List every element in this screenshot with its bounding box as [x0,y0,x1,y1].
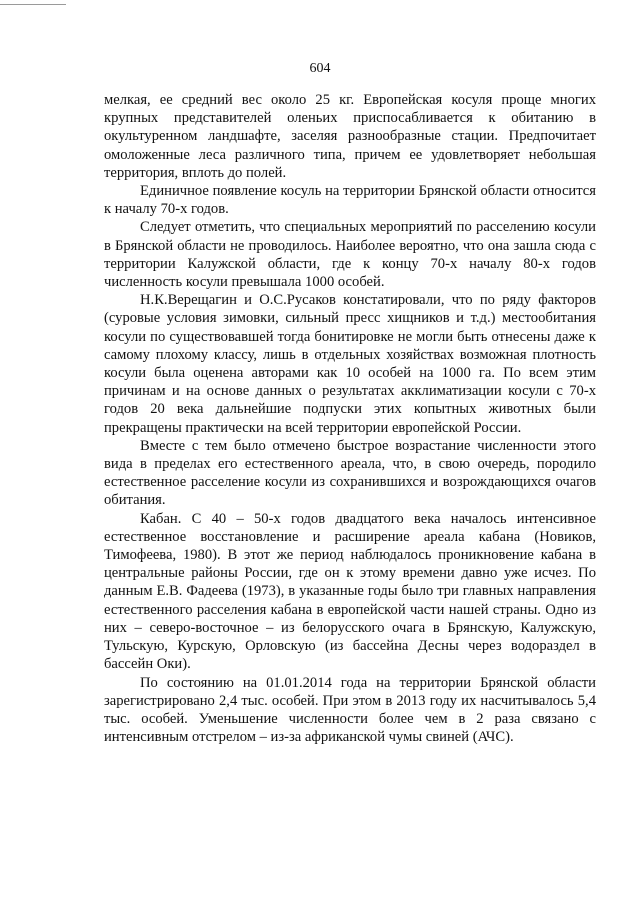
paragraph-natural-expansion: Вместе с тем было отмечено быстрое возрастание численности этого вида в пределах его естественного ареала, что, в свою очередь, породило естественное расселение косули из сохранившихся и возрождающихся очагов обитания. [104,437,596,509]
paragraph-wild-boar: Кабан. С 40 – 50-х годов двадцатого века началось интенсивное естественное восстановление и расширение ареала кабана (Новиков, Тимофеева, 1980). В этот же период наблюдалось проникновение кабана в центральные районы России, где он к этому времени давно уже исчез. По данным Е.В. Фадеева (1973), в указанные годы было три главных направления естественного расселения кабана в европейской части нашей страны. Одно из них – северо-восточное – из белорусского очага в Брянскую, Калужскую, Тульскую, Курскую, Орловскую (из бассейна Десны через водораздел в бассейн Оки). [104,510,596,673]
page-number: 604 [309,61,331,76]
scan-corner-mark [0,0,66,5]
paragraph-roe-deer-appearance: Единичное появление косуль на территории Брянской области относится к началу 70-х годов. [104,183,596,218]
paragraph-roe-deer-origin: Следует отметить, что специальных мероприятий по расселению косули в Брянской области не проводилось. Наиболее вероятно, что она зашла сюда с территории Калужской области, где к концу 70-х началу 80-х годов численность косули превышала 1000 особей. [104,219,596,291]
body-text [104,91,596,746]
paragraph-boar-population-2014: По состоянию на 01.01.2014 года на территории Брянской области зарегистрировано 2,4 тыс. особей. При этом в 2013 году их насчитывалось 5,4 тыс. особей. Уменьшение численности более чем в 2 раза связано с интенсивным отстрелом – из-за африканской чумы свиней (АЧС). [104,674,596,746]
paragraph-vereshchagin-rusakov: Н.К.Верещагин и О.С.Русаков констатировали, что по ряду факторов (суровые условия зимовки, сильный пресс хищников и т.д.) местообитания косули по существовавшей тогда бонитировке не могли быть отнесены даже к самому плохому классу, лишь в отдельных хозяйствах возможная плотность косули была оценена авторами как 10 особей на 1000 га. По всем этим причинам и на основе данных о результатах акклиматизации косули с 70-х годов 20 века дальнейшие подпуски этих копытных животных были прекращены практически на всей территории европейской России. [104,292,596,436]
paragraph-roe-deer-habitat: мелкая, ее средний вес около 25 кг. Европейская косуля проще многих крупных представителей оленьих приспосабливается к обитанию в окультуренном ландшафте, заселяя разнообразные стации. Предпочитает омоложенные леса различного типа, причем ее удовлетворяет небольшая территория, вплоть до полей. [104,92,596,181]
